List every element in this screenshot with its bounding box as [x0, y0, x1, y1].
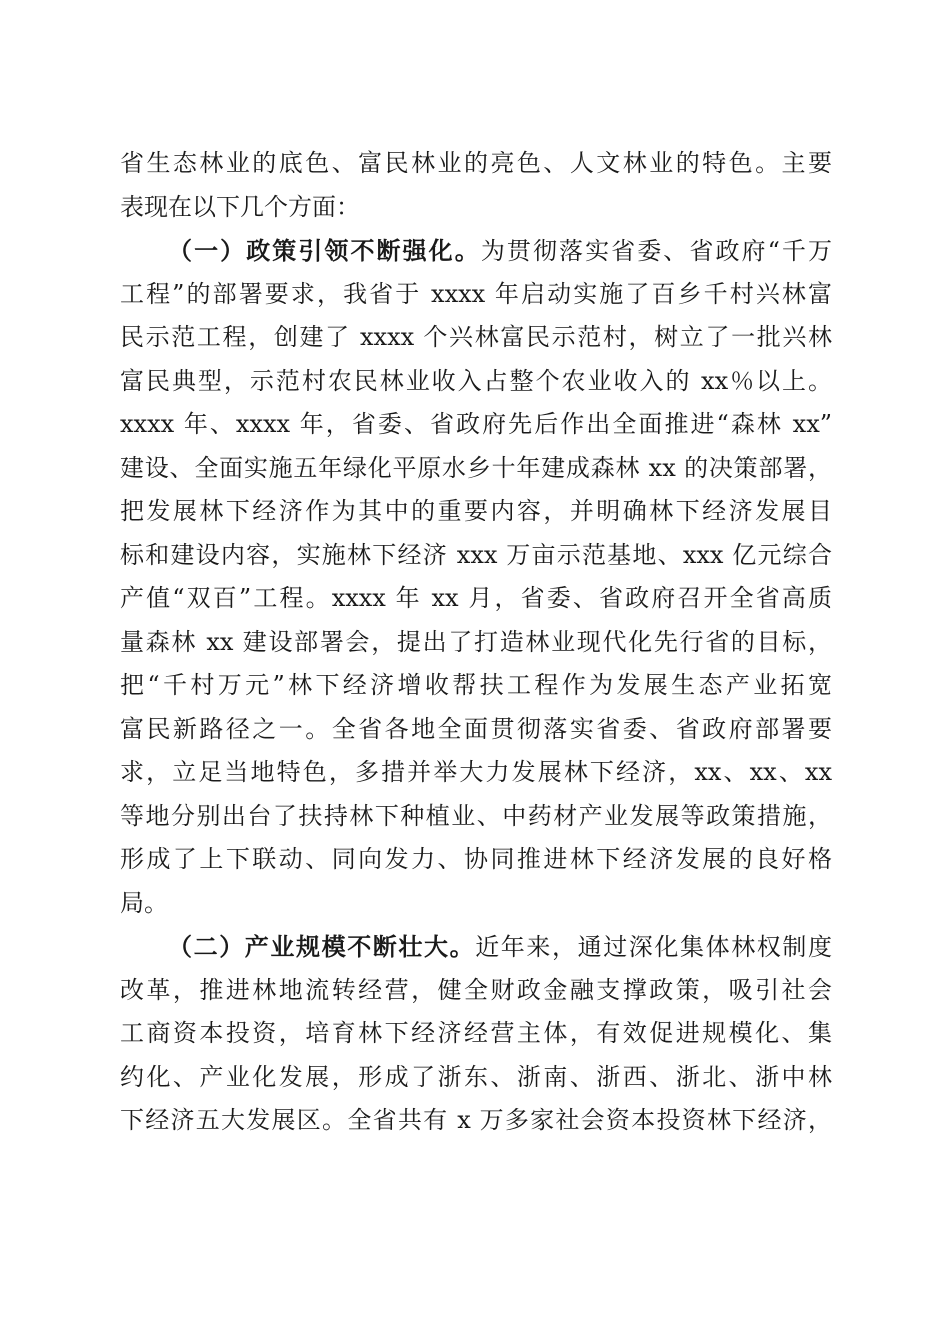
text-line: 工程”的部署要求，我省于 xxxx 年启动实施了百乡千村兴林富: [120, 279, 832, 308]
section-heading-line: [120, 925, 832, 969]
text-line: 把“千村万元”林下经济增收帮扶工程作为发展生态产业拓宽: [120, 671, 832, 699]
text-line: 下经济五大发展区。全省共有 x 万多家社会资本投资林下经济，: [120, 1106, 832, 1134]
text-line: 改革，推进林地流转经营，健全财政金融支撑政策，吸引社会: [120, 975, 832, 1004]
text-line: 省生态林业的底色、富民林业的亮色、人文林业的特色。主要: [120, 149, 832, 177]
text-run: 近年来，通过深化集体林权制度: [475, 933, 833, 961]
section-heading: （二）产业规模不断壮大。: [168, 932, 476, 961]
text-line: 建设、全面实施五年绿化平原水乡十年建成森林 xx 的决策部署，: [120, 453, 832, 482]
section-heading: （一）政策引领不断强化。: [168, 236, 481, 265]
text-line: 形成了上下联动、同向发力、协同推进林下经济发展的良好格: [120, 845, 832, 873]
text-line: 表现在以下几个方面：: [120, 192, 360, 221]
text-line: 求，立足当地特色，多措并举大力发展林下经济，xx、xx、xx: [120, 758, 832, 786]
text-line: 产值“双百”工程。xxxx 年 xx 月，省委、省政府召开全省高质: [120, 584, 832, 612]
text-run: 为贯彻落实省委、省政府“千万: [480, 237, 832, 265]
text-line: 标和建设内容，实施林下经济 xxx 万亩示范基地、xxx 亿元综合: [120, 540, 832, 569]
text-line: 等地分别出台了扶持林下种植业、中药材产业发展等政策措施，: [120, 801, 832, 830]
text-line: 把发展林下经济作为其中的重要内容，并明确林下经济发展目: [120, 497, 832, 525]
text-line: 富民新路径之一。全省各地全面贯彻落实省委、省政府部署要: [120, 714, 832, 743]
text-line: 量森林 xx 建设部署会，提出了打造林业现代化先行省的目标，: [120, 627, 832, 656]
section-heading-line: [120, 229, 832, 273]
text-line: 民示范工程，创建了 xxxx 个兴林富民示范村，树立了一批兴林: [120, 323, 832, 351]
text-line: 局。: [120, 888, 168, 917]
text-line: 富民典型，示范村农民林业收入占整个农业收入的 xx％以上。: [120, 366, 832, 395]
text-line: xxxx 年、xxxx 年，省委、省政府先后作出全面推进“森林 xx”: [120, 410, 832, 438]
text-line: 工商资本投资，培育林下经济经营主体，有效促进规模化、集: [120, 1019, 832, 1047]
document-body: [120, 142, 832, 1143]
text-line: 约化、产业化发展，形成了浙东、浙南、浙西、浙北、浙中林: [120, 1062, 832, 1091]
